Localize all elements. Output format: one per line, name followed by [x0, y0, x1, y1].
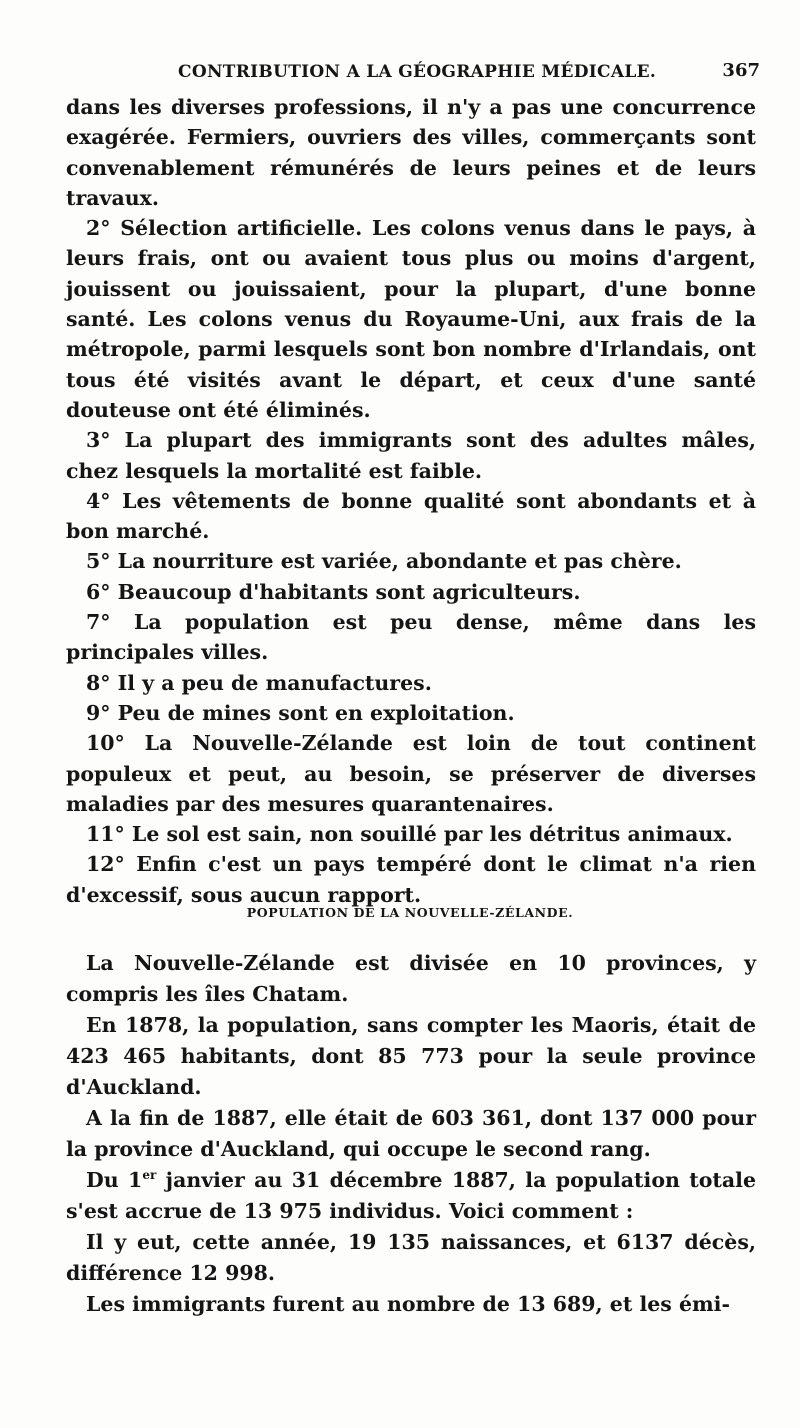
- text-run: janvier au 31 décembre 1887, la population totale s'est accrue de 13 975 individus. Voici comment :: [66, 1168, 756, 1223]
- paragraph: 12° Enfin c'est un pays tempéré dont le climat n'a rien d'excessif, sous aucun rapport.: [66, 852, 756, 907]
- page-header: [60, 58, 760, 88]
- body-text-population: [66, 948, 756, 1320]
- running-title: CONTRIBUTION A LA GÉOGRAPHIE MÉDICALE.: [178, 62, 657, 82]
- paragraph: 8° Il y a peu de manufactures.: [86, 670, 432, 695]
- superscript: er: [142, 1168, 157, 1183]
- paragraph: La Nouvelle-Zélande est divisée en 10 provinces, y compris les îles Chatam.: [66, 951, 756, 1006]
- paragraph: 11° Le sol est sain, non souillé par les détritus animaux.: [86, 822, 733, 847]
- paragraph: [66, 1165, 756, 1227]
- paragraph: 6° Beaucoup d'habitants sont agriculteurs.: [86, 579, 581, 604]
- paragraph: 9° Peu de mines sont en exploitation.: [86, 700, 515, 725]
- section-heading: POPULATION DE LA NOUVELLE-ZÉLANDE.: [246, 905, 574, 920]
- paragraph: 2° Sélection artificielle. Les colons venus dans le pays, à leurs frais, ont ou avaient tous plus ou moins d'argent, jouissent ou jouissaient, pour la plupart, d'une bonne santé. Les colons venus du Royaume-Uni, aux frais de la métropole, parmi lesquels sont bon nombre d'Irlandais, ont tous été visités avant le départ, et ceux d'une santé douteuse ont été éliminés.: [66, 216, 756, 422]
- paragraph: 4° Les vêtements de bonne qualité sont abondants et à bon marché.: [66, 488, 756, 544]
- paragraph: dans les diverses professions, il n'y a pas une concurrence exagérée. Fermiers, ouvriers des villes, commerçants sont convenablement rémunérés de leurs peines et de leurs travaux.: [66, 95, 756, 210]
- paragraph: 5° La nourriture est variée, abondante et pas chère.: [86, 549, 682, 574]
- page-number: 367: [722, 60, 760, 81]
- paragraph: 7° La population est peu dense, même dans les principales villes.: [66, 610, 756, 665]
- text-run: Du 1: [86, 1168, 143, 1192]
- body-text-conditions: [66, 92, 756, 910]
- paragraph: 3° La plupart des immigrants sont des adultes mâles, chez lesquels la mortalité est faible.: [66, 428, 756, 483]
- paragraph: Les immigrants furent au nombre de 13 689, et les émi-: [86, 1292, 730, 1316]
- paragraph: A la fin de 1887, elle était de 603 361, dont 137 000 pour la province d'Auckland, qui occupe le second rang.: [66, 1106, 756, 1161]
- paragraph: Il y eut, cette année, 19 135 naissances, et 6137 décès, différence 12 998.: [66, 1230, 756, 1285]
- paragraph: 10° La Nouvelle-Zélande est loin de tout continent populeux et peut, au besoin, se préserver de diverses maladies par des mesures quarantenaires.: [66, 731, 756, 816]
- paragraph: En 1878, la population, sans compter les Maoris, était de 423 465 habitants, dont 85 773 pour la seule province d'Auckland.: [66, 1013, 756, 1099]
